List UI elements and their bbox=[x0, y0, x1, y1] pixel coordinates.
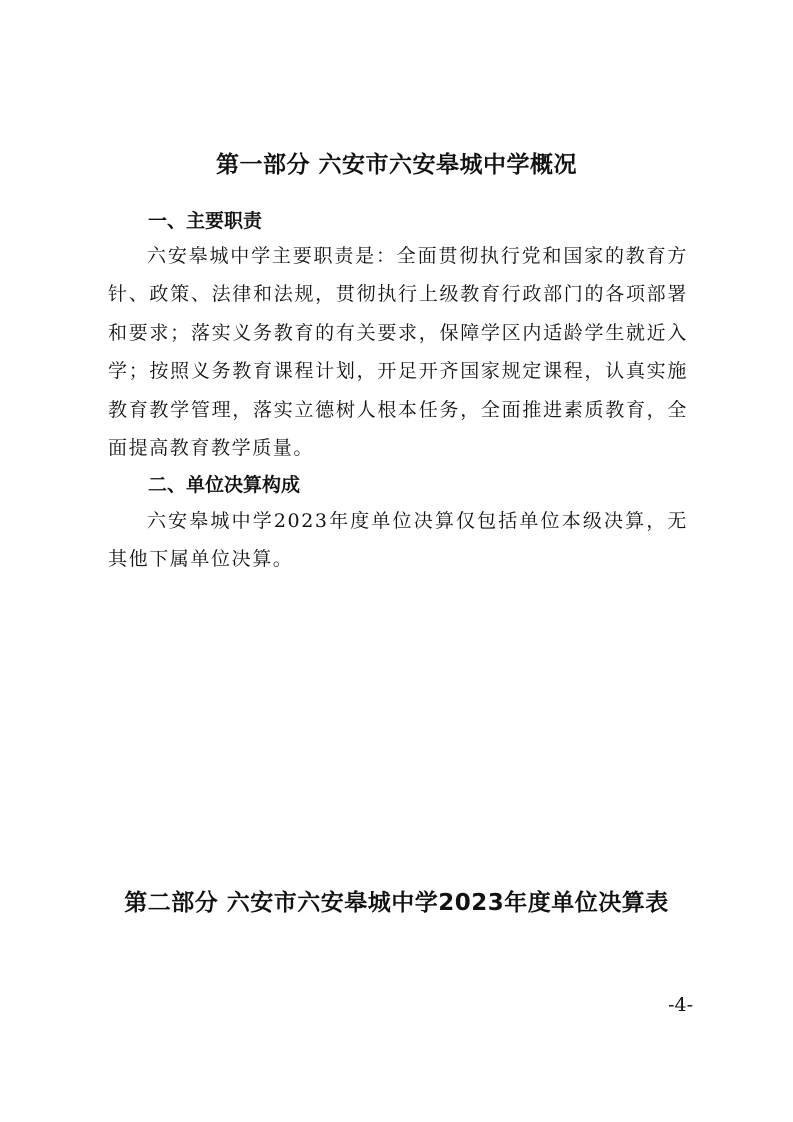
section1-heading: 一、主要职责 bbox=[148, 210, 263, 232]
section1-paragraph: 六安皋城中学主要职责是：全面贯彻执行党和国家的教育方针、政策、法律和法规，贯彻执行上级教育行政部门的各项部署和要求；落实义务教育的有关要求，保障学区内适龄学生就近入学；按照义务教育课程计划，开足开齐国家规定课程，认真实施教育教学管理，落实立德树人根本任务，全面推进素质教育，全面提高教育教学质量。 bbox=[108, 245, 688, 460]
section2-paragraph: 六安皋城中学2023年度单位决算仅包括单位本级决算，无其他下属单位决算。 bbox=[108, 510, 688, 571]
page-number: -4- bbox=[668, 994, 693, 1016]
part2-title: 第二部分 六安市六安皋城中学2023年度单位决算表 bbox=[124, 890, 669, 916]
section2-heading: 二、单位决算构成 bbox=[148, 474, 301, 496]
part1-title: 第一部分 六安市六安皋城中学概况 bbox=[215, 152, 577, 178]
